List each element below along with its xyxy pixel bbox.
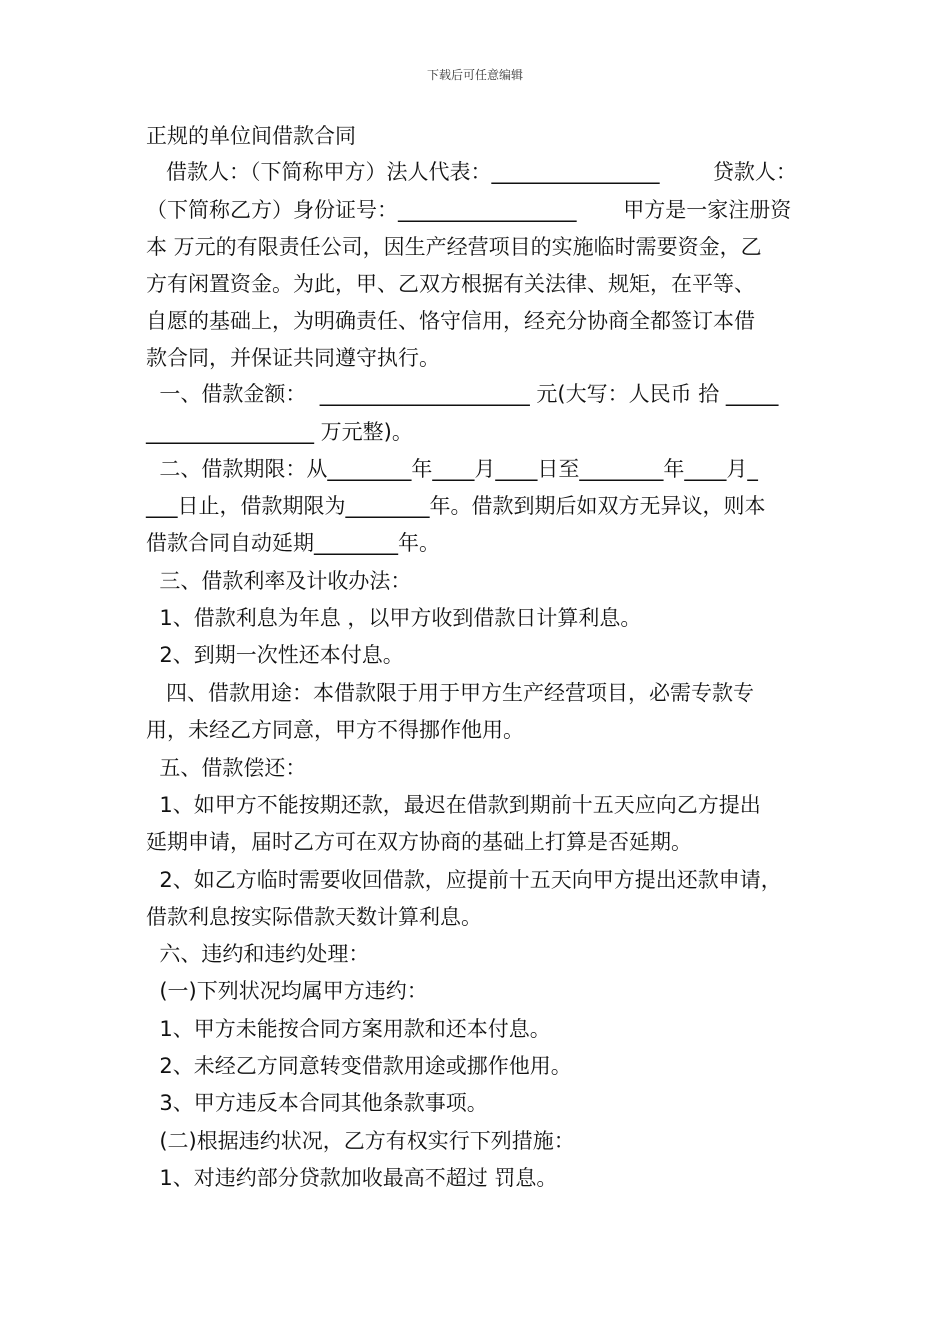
text-line: 延期申请，届时乙方可在双方协商的基础上打算是否延期。 — [146, 830, 692, 854]
text-line: 2、到期一次性还本付息。 — [146, 643, 404, 667]
text-line: 本 万元的有限责任公司，因生产经营项目的实施临时需要资金，乙 — [146, 235, 762, 259]
text-line: 款合同，并保证共同遵守执行。 — [146, 346, 440, 370]
text-line: 一、借款金额： ____________________ 元(大写：人民币 拾 _____ — [146, 382, 779, 406]
text-line: 用，未经乙方同意，甲方不得挪作他用。 — [146, 718, 524, 742]
text-line: 四、借款用途：本借款限于用于甲方生产经营项目，必需专款专 — [146, 681, 755, 705]
text-line: (一)下列状况均属甲方违约： — [146, 979, 428, 1003]
document-title: 正规的单位间借款合同 — [146, 124, 356, 148]
text-line: 2、未经乙方同意转变借款用途或挪作他用。 — [146, 1054, 572, 1078]
page-header: 下载后可任意编辑 — [426, 68, 523, 82]
text-line: 自愿的基础上，为明确责任、恪守信用，经充分协商全都签订本借 — [146, 309, 755, 333]
text-line: 方有闲置资金。为此，甲、乙双方根据有关法律、规矩，在平等、 — [146, 272, 755, 296]
text-line: 1、如甲方不能按期还款，最迟在借款到期前十五天应向乙方提出 — [146, 793, 761, 817]
text-line: 2、如乙方临时需要收回借款，应提前十五天向甲方提出还款申请， — [146, 868, 782, 892]
text-line: 借款合同自动延期________年。 — [146, 531, 440, 555]
text-line: 借款人：（下简称甲方）法人代表：________________ 贷款人： — [146, 160, 797, 184]
text-line: 五、借款偿还： — [146, 756, 307, 780]
text-line: ________________ 万元整)。 — [146, 420, 413, 444]
text-line: 1、对违约部分贷款加收最高不超过 罚息。 — [146, 1166, 558, 1190]
text-line: 六、违约和违约处理： — [146, 942, 370, 966]
text-line: ___日止，借款期限为________年。借款到期后如双方无异议，则本 — [146, 494, 766, 518]
text-line: 1、借款利息为年息 ，以甲方收到借款日计算利息。 — [146, 606, 642, 630]
text-line: 三、借款利率及计收办法： — [146, 569, 412, 593]
text-line: （下简称乙方）身份证号：_________________ 甲方是一家注册资 — [146, 198, 792, 222]
text-line: 二、借款期限：从________年____月____日至________年____月_ — [146, 457, 758, 481]
text-line: (二)根据违约状况，乙方有权实行下列措施： — [146, 1129, 575, 1153]
text-line: 1、甲方未能按合同方案用款和还本付息。 — [146, 1017, 551, 1041]
text-line: 借款利息按实际借款天数计算利息。 — [146, 905, 482, 929]
text-line: 3、甲方违反本合同其他条款事项。 — [146, 1091, 488, 1115]
